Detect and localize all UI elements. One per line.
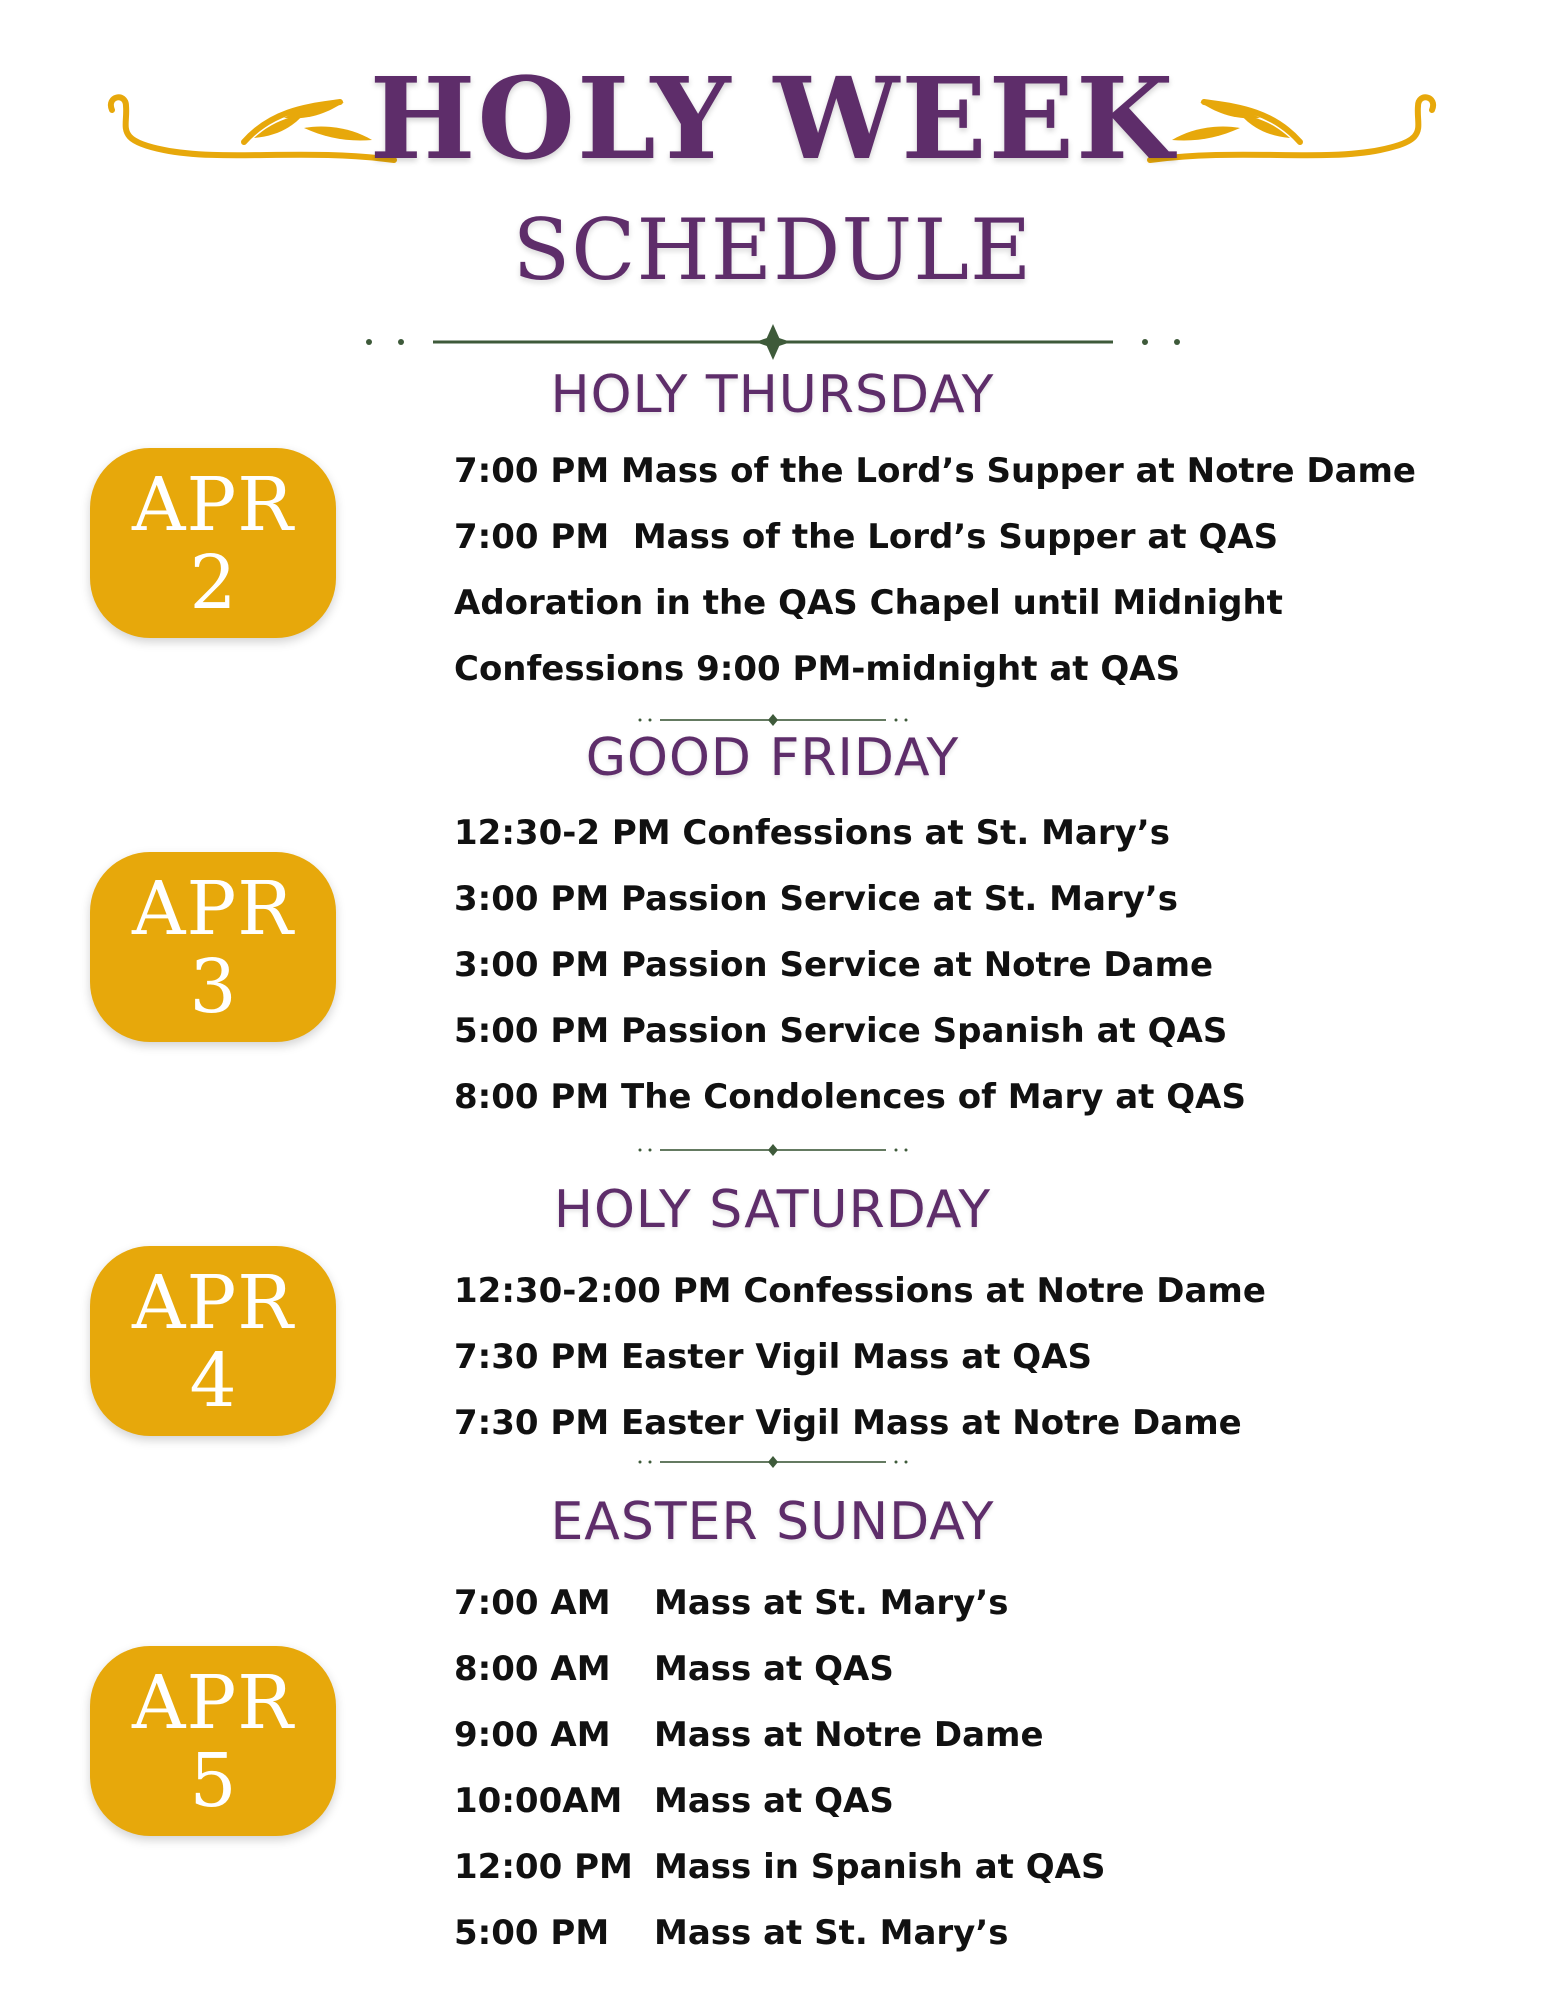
- section-divider: [0, 1140, 1545, 1160]
- section-heading-holy-thursday: HOLY THURSDAY: [550, 365, 995, 425]
- section-divider: [0, 710, 1545, 730]
- event-item: [454, 1636, 1514, 1702]
- event-time: 10:00AM: [454, 1781, 623, 1821]
- event-list-holy-saturday: [454, 1258, 1514, 1456]
- event-item: 12:30-2:00 PM Confessions at Notre Dame: [454, 1271, 1266, 1311]
- section-heading-good-friday: GOOD FRIDAY: [585, 728, 960, 788]
- main-divider: [0, 322, 1545, 362]
- event-item: 8:00 PM The Condolences of Mary at QAS: [454, 1077, 1246, 1117]
- event-description: Mass in Spanish at QAS: [654, 1847, 1106, 1887]
- event-time: 9:00 AM: [454, 1715, 611, 1755]
- event-item: 7:00 PM Mass of the Lord’s Supper at QAS: [454, 517, 1279, 557]
- event-item: [454, 1900, 1514, 1966]
- section-heading-holy-saturday: HOLY SATURDAY: [553, 1180, 992, 1240]
- badge-day: 2: [189, 540, 237, 626]
- section-divider: [0, 1452, 1545, 1472]
- event-list-good-friday: [454, 800, 1514, 1130]
- event-item: 7:00 PM Mass of the Lord’s Supper at Notre Dame: [454, 451, 1416, 491]
- section-heading-easter-sunday: EASTER SUNDAY: [550, 1492, 995, 1552]
- badge-month: APR: [132, 866, 294, 952]
- event-item: Adoration in the QAS Chapel until Midnight: [454, 583, 1283, 623]
- event-item: [454, 1702, 1514, 1768]
- event-time: 7:00 AM: [454, 1583, 611, 1623]
- badge-day: 4: [189, 1338, 237, 1424]
- badge-day: 3: [189, 944, 237, 1030]
- badge-month: APR: [132, 1660, 294, 1746]
- event-item: 5:00 PM Passion Service Spanish at QAS: [454, 1011, 1228, 1051]
- date-badge-apr-4: [90, 1246, 336, 1436]
- event-item: [454, 1834, 1514, 1900]
- badge-month: APR: [132, 462, 294, 548]
- event-list-easter-sunday: [454, 1570, 1514, 1966]
- event-item: 7:30 PM Easter Vigil Mass at QAS: [454, 1337, 1092, 1377]
- event-description: Mass at Notre Dame: [654, 1715, 1044, 1755]
- event-time: 12:00 PM: [454, 1847, 633, 1887]
- event-item: 7:30 PM Easter Vigil Mass at Notre Dame: [454, 1403, 1242, 1443]
- badge-month: APR: [132, 1260, 294, 1346]
- date-badge-apr-2: [90, 448, 336, 638]
- event-item: [454, 1768, 1514, 1834]
- event-item: Confessions 9:00 PM-midnight at QAS: [454, 649, 1181, 689]
- date-badge-apr-5: [90, 1646, 336, 1836]
- event-time: 5:00 PM: [454, 1913, 610, 1953]
- event-description: Mass at St. Mary’s: [654, 1583, 1009, 1623]
- event-description: Mass at QAS: [654, 1781, 894, 1821]
- date-badge-apr-3: [90, 852, 336, 1042]
- event-list-holy-thursday: [454, 438, 1514, 702]
- event-description: Mass at St. Mary’s: [654, 1913, 1009, 1953]
- event-item: [454, 1570, 1514, 1636]
- page-subtitle: SCHEDULE: [512, 201, 1033, 299]
- event-item: 3:00 PM Passion Service at St. Mary’s: [454, 879, 1179, 919]
- event-item: 12:30-2 PM Confessions at St. Mary’s: [454, 813, 1170, 853]
- badge-day: 5: [189, 1738, 237, 1824]
- event-item: 3:00 PM Passion Service at Notre Dame: [454, 945, 1214, 985]
- event-time: 8:00 AM: [454, 1649, 611, 1689]
- event-description: Mass at QAS: [654, 1649, 894, 1689]
- page-title: HOLY WEEK: [369, 54, 1176, 185]
